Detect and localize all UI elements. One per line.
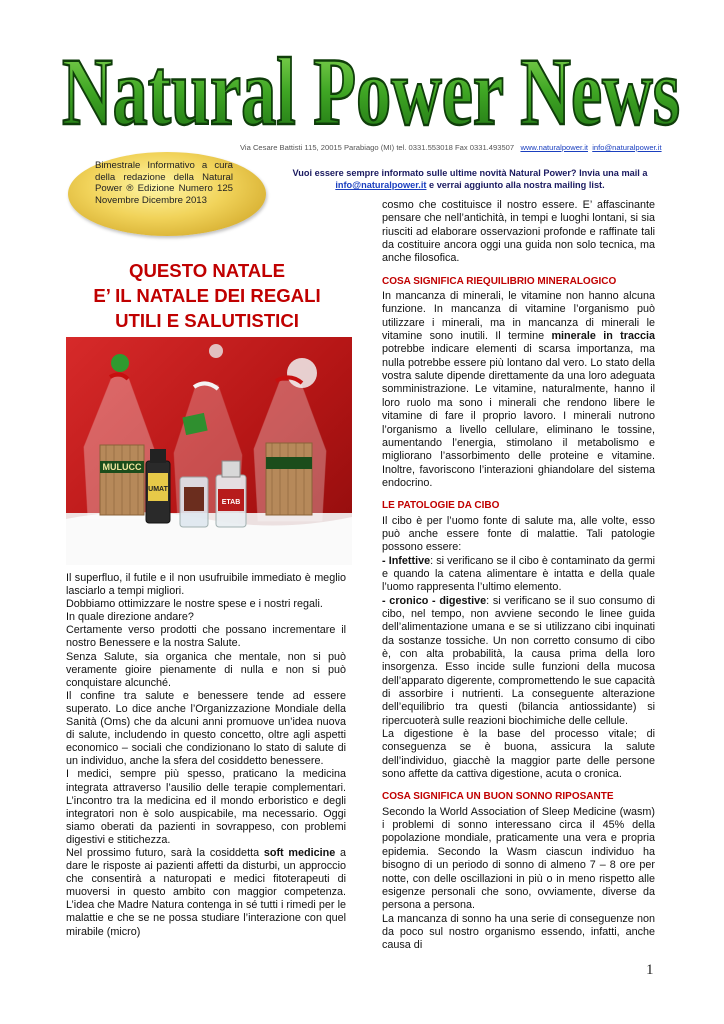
paragraph: Senza Salute, sia organica che mentale, non si può veramente gioire pienamente di nulla e non si può conquistare alcunché. xyxy=(66,650,346,689)
label-mulucc: MULUCC xyxy=(102,462,142,472)
text-run: : si verificano se il suo consumo di cibo, nel tempo, non avviene secondo le linee guida dell’alimentazione umana e se si utilizzano cibi inquinati da sostanze tossiche. Un non corretto consumo di cibo è, con alta probabilità, la causa prima della loro insorgenza. Esso incide sulle funzioni della mucosa dell’apparato digerente, compromettendo le sue capacità di assorbire i nutrienti. La conseguente alterazione dell’equilibrio tra questi (bilancia antiossidante) si ripercuoterà sulle reazioni biochimiche delle cellule. xyxy=(382,594,656,727)
issue-info-text: Bimestrale Informativo a cura della redazione della Natural Power ® Edizione Numero 125 Novembre Dicembre 2013 xyxy=(95,160,233,206)
text-run: potrebbe indicare elementi di scarsa importanza, ma nulla potrebbe essere più lontano dal vero. Lo stato della vostra salute dipende direttamente da una loro adeguata somministrazione. Le vitamine, naturalmente, hanno il loro ruolo ma sono i minerali che rendono libere le vitamine di fare il proprio lavoro. I minerali nutrono l’organismo a livello cellulare, eliminano le tossine, aumentando l’energia, stimolano il metabolismo e migliorano l’assorbimento delle proteine e vitamine. Inoltre, favoriscono l’interazioni ghiandolare del sistema endocrino. xyxy=(382,343,655,489)
text-run: : si verificano se il cibo è contaminato da germi e quando la catena alimentare è intatta e della quale l’uomo rappresenta l’ultimo elemento. xyxy=(382,554,655,594)
bold-term: - Infettive xyxy=(382,554,431,567)
text-run: a dare le risposte ai pazienti affetti da disturbi, un approccio che consentirà a naturopati e medici fitoterapeuti di muoversi in questo ambito con maggior competenza. L’idea che Madre Natura contenga in sé tutti i rimedi per le malattie e che se ne possa studiare l’interazione con quel mirabile (micro) xyxy=(66,846,347,938)
headline-line-1: QUESTO NATALE xyxy=(129,260,285,281)
contact-line xyxy=(240,143,680,152)
gift-packages-photo xyxy=(66,337,352,565)
right-column-text xyxy=(382,199,655,953)
paragraph: Certamente verso prodotti che possano incrementare il nostro Benessere e la nostra Salute. xyxy=(66,624,346,650)
section-heading: LE PATOLOGIE DA CIBO xyxy=(382,500,500,512)
section-heading: COSA SIGNIFICA UN BUON SONNO RIPOSANTE xyxy=(382,791,614,803)
text-run: Nel prossimo futuro, sarà la cosiddetta xyxy=(66,846,260,859)
paragraph: La mancanza di sonno ha una serie di conseguenze non da poco sul nostro organismo essendo, infatti, anche causa di xyxy=(382,912,655,952)
paragraph xyxy=(66,847,346,939)
bold-term: - cronico - digestive xyxy=(382,594,487,607)
text-run: In mancanza di minerali, le vitamine non hanno alcuna funzione. In mancanza di vitamine l’organismo può utilizzare i minerali, ma in mancanza di minerali le vitamine sono inutili. Il termine xyxy=(382,290,655,343)
paragraph xyxy=(382,555,655,595)
bold-term: soft medicine xyxy=(263,846,336,859)
paragraph xyxy=(382,595,655,728)
bold-term: minerale in traccia xyxy=(551,330,656,343)
paragraph: Il cibo è per l’uomo fonte di salute ma, alle volte, esso può anche essere fonte di malattie. Tali patologie possono essere: xyxy=(382,514,655,554)
website-link[interactable]: www.naturalpower.it xyxy=(520,143,588,152)
paragraph: Dobbiamo ottimizzare le nostre spese e i nostri regali. xyxy=(66,598,323,611)
paragraph: In quale direzione andare? xyxy=(66,611,194,624)
headline-line-2: E’ IL NATALE DEI REGALI xyxy=(93,285,321,306)
paragraph: Secondo la World Association of Sleep Medicine (wasm) i problemi di sonno interessano circa il 45% della popolazione mondiale, praticamente una vera e propria epidemia. Secondo la Wasm ciascun individuo ha bisogno di un periodo di sonno di almeno 7 – 8 ore per notte, con delle oscillazioni in più o in meno rispetto alle esigenze personali che sono, ovviamente, diverse da persona a persona. xyxy=(382,805,655,912)
label-umat: UMAT xyxy=(148,486,168,493)
masthead-logo xyxy=(56,36,686,141)
section-heading: COSA SIGNIFICA RIEQUILIBRIO MINERALOGICO xyxy=(382,275,617,287)
paragraph: cosmo che costituisce il nostro essere. E’ affascinante pensare che nell’antichità, in tempi e luoghi lontani, si sia riusciti ad elaborare osservazioni profonde e raffinate tali da costituire ancora oggi una guida non solo tecnica, ma anche filosofica. xyxy=(382,199,655,265)
mailing-list-note xyxy=(272,167,668,191)
mailing-email-link[interactable]: info@naturalpower.it xyxy=(335,180,427,190)
mailing-text-after: e verrai aggiunto alla nostra mailing list. xyxy=(429,180,605,190)
paragraph xyxy=(382,290,655,490)
label-etab: ETAB xyxy=(221,499,241,506)
page-number: 1 xyxy=(646,962,654,978)
paragraph: Il superfluo, il futile e il non usufruibile immediato è meglio lasciarlo a tempi migliori. xyxy=(66,572,346,598)
paragraph: Il confine tra salute e benessere tende ad essere superato. Lo dice anche l’Organizzazione Mondiale della Sanità (Oms) che da alcuni anni promuove un’idea nuova di salute, includendo in questo concetto, oltre agli aspetti economico – sociali che condizionano lo stato di salute di un individuo, anche la sfera del cosiddetto benessere. xyxy=(66,689,346,768)
left-column-text xyxy=(66,572,346,939)
mailing-text-before: Vuoi essere sempre informato sulle ultime novità Natural Power? Invia una mail a xyxy=(292,168,648,178)
masthead-title: Natural Power News xyxy=(62,38,680,141)
headline-line-3: UTILI E SALUTISTICI xyxy=(115,310,299,331)
contact-address: Via Cesare Battisti 115, 20015 Parabiago (MI) tel. 0331.553018 Fax 0331.493507 xyxy=(240,143,515,152)
email-link[interactable]: info@naturalpower.it xyxy=(592,143,662,152)
paragraph: I medici, sempre più spesso, praticano la medicina integrata attraverso l’ausilio delle terapie complementari. L’incontro tra la medicina ed il mondo erboristico e degli integratori non è solo auspicabile, ma necessario. Oggi siamo oberati da pazienti in sovrappeso, con problemi digestivi e stitichezza. xyxy=(66,768,346,846)
paragraph: La digestione è la base del processo vitale; di conseguenza se è buona, assicura la salute dell’individuo, giacchè la maggior parte delle persone sono affette da cattiva digestione, acuta o cronica. xyxy=(382,728,655,781)
article-headline xyxy=(66,258,348,333)
